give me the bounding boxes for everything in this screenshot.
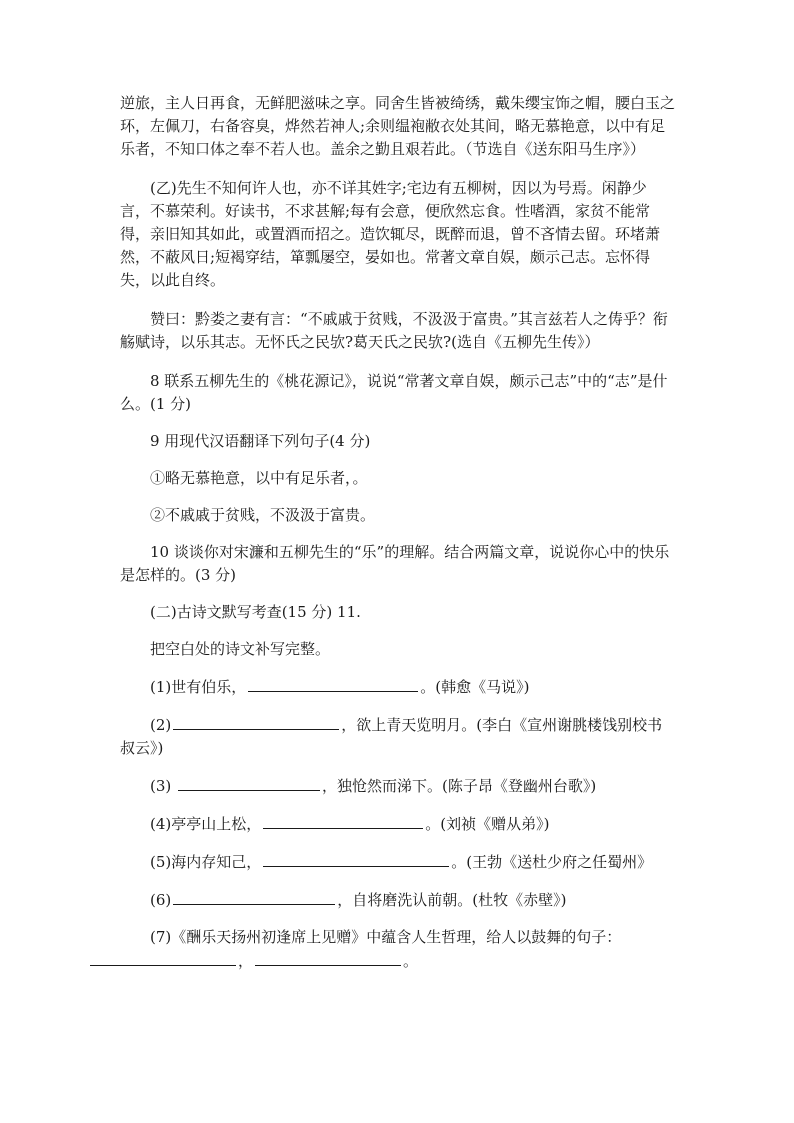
fill-instruction: 把空白处的诗文补写完整。 [150, 640, 331, 658]
fill-item-7-text: (7)《酬乐天扬州初逢席上见赠》中蕴含人生哲理，给人以鼓舞的句子： [150, 928, 622, 946]
fill-item-3 [120, 774, 676, 798]
fill-blank-3[interactable] [178, 774, 320, 791]
fill-blank-1[interactable] [248, 675, 418, 692]
fill-item-4-suffix: 。(刘祯《赠从弟》) [425, 815, 550, 833]
fill-blank-2[interactable] [173, 713, 339, 730]
fill-item-3-suffix: ，独怆然而涕下。(陈子昂《登幽州台歌》) [322, 777, 597, 795]
fill-blank-7a[interactable] [90, 949, 236, 966]
fill-item-7-end: 。 [403, 952, 419, 970]
fill-item-5-prefix: (5)海内存知己， [150, 853, 262, 871]
question-8: 8 联系五柳先生的《桃花源记》，说说“常著文章自娱，颇示己志”中的“志”是什么。(1 分) [120, 372, 668, 413]
fill-blank-5[interactable] [263, 850, 449, 867]
fill-item-7 [120, 926, 676, 973]
question-9: 9 用现代汉语翻译下列句子(4 分) [150, 432, 371, 450]
passage-yi: (乙)先生不知何许人也，亦不详其姓字;宅边有五柳树，因以为号焉。闲静少言，不慕荣利。好读书，不求甚解;每有会意，便欣然忘食。性嗜酒，家贫不能常得，亲旧知其如此，或置酒而招之。造饮辄尽，既醉而退，曾不吝情去留。环堵萧然，不蔽风日;短褐穿结，箪瓢屡空，晏如也。常著文章自娱，颇示己志。忘怀得失，以此自终。 [120, 179, 661, 289]
question-10: 10 谈谈你对宋濂和五柳先生的“乐”的理解。结合两篇文章，说说你心中的快乐是怎样的。(3 分) [120, 543, 670, 584]
passage-zan: 赞曰：黔娄之妻有言：“不戚戚于贫贱，不汲汲于富贵。”其言兹若人之俦乎？衔觞赋诗，以乐其志。无怀氏之民欤?葛天氏之民欤?(选自《五柳先生传》） [120, 310, 668, 351]
passage-jia-tail: 逆旅，主人日再食，无鲜肥滋味之享。同舍生皆被绮绣，戴朱缨宝饰之帽，腰白玉之环，左佩刀，右备容臭，烨然若神人;余则缊袍敝衣处其间，略无慕艳意，以中有足乐者，不知口体之奉不若人也。盖余之勤且艰若此。（节选自《送东阳马生序》） [120, 94, 676, 158]
question-9-item-1: ①略无慕艳意，以中有足乐者，。 [150, 469, 368, 487]
fill-blank-4[interactable] [263, 812, 423, 829]
fill-item-1 [120, 675, 676, 699]
fill-item-6-prefix: (6) [150, 891, 172, 909]
fill-item-3-prefix: (3) [150, 777, 177, 795]
fill-item-5 [120, 850, 676, 874]
fill-item-6-suffix: ，自将磨洗认前朝。(杜牧《赤壁》) [337, 891, 567, 909]
fill-item-2-prefix: (2) [150, 716, 172, 734]
fill-blank-7b[interactable] [255, 949, 401, 966]
fill-item-2-suffix: ，欲上青天览明月。(李白《宣州谢朓楼饯别校书叔云》) [120, 716, 663, 757]
document-page [120, 92, 676, 987]
fill-item-6 [120, 888, 676, 912]
question-9-item-2: ②不戚戚于贫贱，不汲汲于富贵。 [150, 506, 376, 524]
section-2-heading: (二)古诗文默写考查(15 分) 11. [150, 603, 361, 621]
fill-item-7-separator: ， [238, 952, 254, 970]
fill-item-4-prefix: (4)亭亭山上松， [150, 815, 262, 833]
fill-item-1-suffix: 。(韩愈《马说》) [420, 678, 530, 696]
fill-item-1-prefix: (1)世有伯乐， [150, 678, 247, 696]
fill-item-4 [120, 812, 676, 836]
fill-item-2 [120, 713, 676, 760]
fill-blank-6[interactable] [173, 888, 335, 905]
fill-item-5-suffix: 。(王勃《送杜少府之任蜀州》 [451, 853, 653, 871]
